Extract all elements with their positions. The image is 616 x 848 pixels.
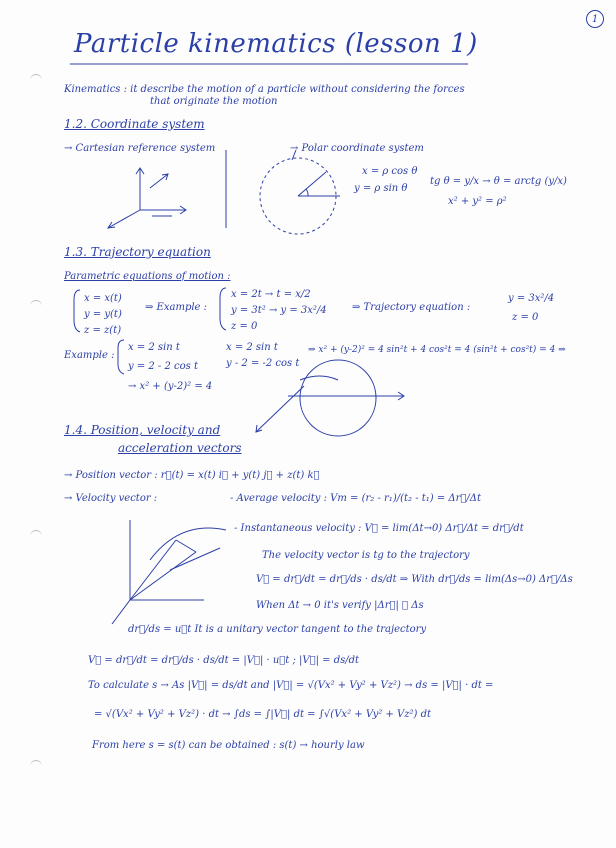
calc-s-line-1: To calculate s → As |V⃗| = ds/dt and |V⃗| = √(Vx² + Vy² + Vz²) → ds = |V⃗| · dt = [88, 680, 494, 691]
page-title: Particle kinematics (lesson 1) [74, 29, 478, 59]
example-eq-1: x = 2t → t = x/2 [231, 289, 311, 300]
param-x: x = x(t) [84, 293, 122, 304]
param-y: y = y(t) [84, 309, 122, 320]
polar-circle-sketch [260, 150, 340, 234]
page-number: 1 [586, 10, 604, 28]
binder-hole [30, 760, 42, 767]
instantaneous-velocity: - Instantaneous velocity : V⃗ = lim(Δt→0) Δr⃗/Δt = dr⃗/dt [234, 523, 524, 534]
heading-vectors-line-2: acceleration vectors [118, 441, 242, 455]
parametric-label: Parametric equations of motion : [64, 271, 231, 282]
cartesian-axes-sketch [108, 168, 186, 228]
binder-hole [30, 300, 42, 307]
example-2-line-1: x = 2 sin t [128, 342, 180, 353]
intro-line-2: that originate the motion [150, 96, 278, 107]
average-velocity: - Average velocity : Vm = (r₂ - r₁)/(t₂ - t₁) = Δr⃗/Δt [230, 493, 482, 504]
trajectory-eq-1: y = 3x²/4 [508, 293, 555, 304]
polar-eq-x: x = ρ cos θ [362, 166, 418, 177]
heading-trajectory-equation: 1.3. Trajectory equation [64, 245, 211, 259]
heading-vectors-line-1: 1.4. Position, velocity and [64, 423, 221, 437]
circle-trajectory-sketch [256, 360, 404, 436]
polar-eq-theta: tg θ = y/x → θ = arctg (y/x) [430, 176, 567, 187]
verify-note: When Δt → 0 it's verify |Δr⃗| ≅ Δs [256, 600, 424, 611]
tangent-note: The velocity vector is tg to the trajectory [262, 550, 470, 561]
velocity-vector-label: → Velocity vector : [64, 493, 158, 504]
heading-coordinate-system: 1.2. Coordinate system [64, 117, 205, 131]
example-eq-2: y = 3t² → y = 3x²/4 [231, 305, 327, 316]
example-2-result: ⇒ x² + (y-2)² = 4 sin²t + 4 cos²t = 4 (sin²t + cos²t) = 4 ⇒ [308, 345, 566, 355]
trajectory-eq-2: z = 0 [512, 312, 539, 323]
example-2-label: Example : [64, 350, 115, 361]
example-2-final: → x² + (y-2)² = 4 [128, 381, 213, 392]
trajectory-eq-label: ⇒ Trajectory equation : [352, 302, 471, 313]
polar-eq-rho: x² + y² = ρ² [448, 196, 507, 207]
example-2-mid-1: x = 2 sin t [226, 342, 278, 353]
hourly-law: From here s = s(t) can be obtained : s(t) → hourly law [92, 740, 365, 751]
binder-hole [30, 530, 42, 537]
cartesian-label: → Cartesian reference system [64, 143, 216, 154]
example-eq-3: z = 0 [231, 321, 258, 332]
binder-hole [30, 74, 42, 81]
velocity-sketch [112, 520, 226, 624]
unit-vector-note: dr⃗/ds = u⃗t It is a unitary vector tangent to the trajectory [128, 624, 427, 635]
velocity-magnitude: V⃗ = dr⃗/dt = dr⃗/ds · ds/dt = |V⃗| · u⃗t ; |V⃗| = ds/dt [88, 655, 360, 666]
polar-eq-y: y = ρ sin θ [354, 183, 408, 194]
example-label: ⇒ Example : [145, 302, 208, 313]
example-2-line-2: y = 2 - 2 cos t [128, 361, 198, 372]
polar-label: → Polar coordinate system [290, 143, 424, 154]
calc-s-line-2: = √(Vx² + Vy² + Vz²) · dt → ∫ds = ∫|V⃗| dt = ∫√(Vx² + Vy² + Vz²) dt [94, 709, 432, 720]
param-z: z = z(t) [84, 325, 122, 336]
example-2-mid-2: y - 2 = -2 cos t [226, 358, 300, 369]
chain-rule: V⃗ = dr⃗/dt = dr⃗/ds · ds/dt ⇒ With dr⃗/ds = lim(Δs→0) Δr⃗/Δs [256, 574, 573, 585]
position-vector: → Position vector : r⃗(t) = x(t) i⃗ + y(t) j⃗ + z(t) k⃗ [64, 470, 320, 481]
intro-line-1: Kinematics : it describe the motion of a particle without considering the forces [64, 84, 465, 95]
